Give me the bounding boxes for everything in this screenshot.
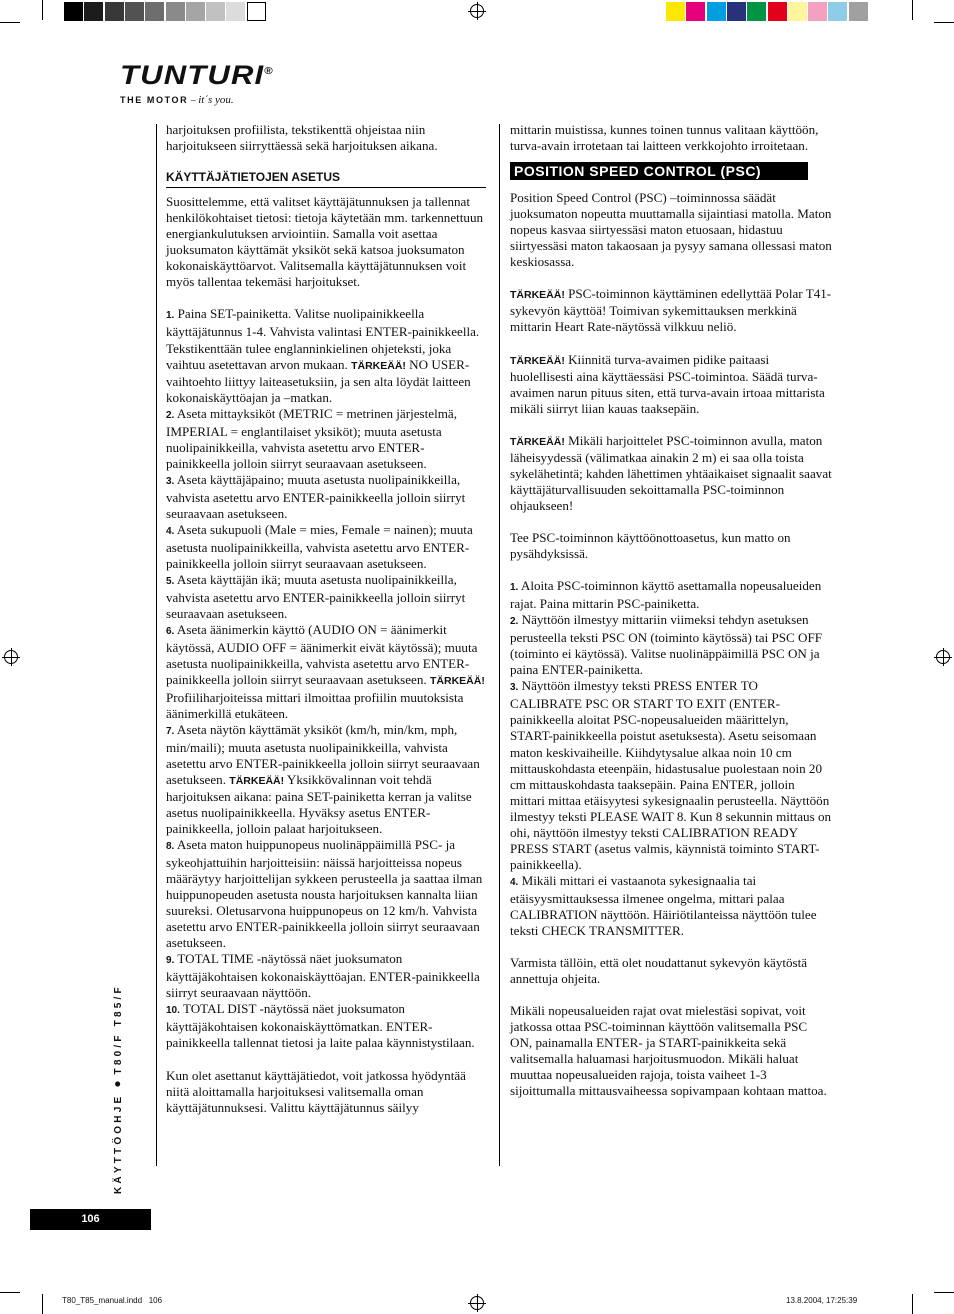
right-intro: mittarin muistissa, kunnes toinen tunnus valitaan käyttöön, turva-avain irrotetaan tai laitteen verkkojohto irroitetaan. [510, 122, 819, 154]
section-heading-psc: POSITION SPEED CONTROL (PSC) [510, 162, 808, 180]
color-swatch [145, 2, 164, 21]
left-column-rule [156, 124, 157, 1166]
step-8 [166, 837, 486, 951]
step-5 [166, 572, 486, 622]
step-text: Aloita PSC-toiminnon käyttö asettamalla nopeusalueiden rajat. Paina mittarin PSC-painiketta. [510, 578, 822, 612]
step-10 [166, 1001, 486, 1051]
psc-step-2 [510, 612, 832, 678]
important-note-2 [510, 352, 832, 417]
important-label: TÄRKEÄÄ! [510, 289, 565, 302]
important-label: TÄRKEÄÄ! [351, 359, 406, 372]
side-label-left: KÄYTTÖOHJE [113, 1093, 124, 1194]
step-text: Aseta näytön käyttämät yksiköt (km/h, min/km, mph, min/maili); muuta asetusta nuolipainikkeilla, vahvista asetettu arvo ENTER-painikkeella jolloin siirryt seuraavaan asetukseen. [166, 721, 480, 787]
important-note-1 [510, 286, 832, 335]
step-number: 4. [510, 876, 519, 888]
step-number: 1. [510, 582, 519, 594]
important-text: Yksikkövalinnan voit tehdä harjoituksen aikana: paina SET-painiketta kerran ja valitse asetus nuolipainikkeella. Hyväksy asetus ENTER-painikkeella, jolloin palaat harjoitukseen. [166, 771, 472, 836]
registration-mark-icon [4, 650, 18, 664]
footer-date: 13.8.2004, 17:25:39 [786, 1296, 858, 1305]
color-swatch [186, 2, 205, 21]
side-label-right: T80/F T85/F [113, 984, 124, 1075]
step-text: Näyttöön ilmestyy mittariin viimeksi tehdyn asetuksen perusteella teksti PSC ON (toiminto käytössä) tai PSC OFF (toiminto ei käytössä). Valitse nuolinäppäimillä PSC ON ja paina ENTER-painiketta. [510, 612, 823, 678]
color-swatch [849, 2, 868, 21]
step-number: 2. [510, 616, 519, 628]
step-text: TOTAL DIST -näytössä näet juoksumaton käyttäjäkohtaisen kokonaiskäyttömatkan. ENTER-painikkeella tallennat tietosi ja laite palaa käynnistystilaan. [166, 1001, 475, 1051]
color-swatch [707, 2, 726, 21]
step-text: Paina SET-painiketta. Valitse nuolipainikkeella käyttäjätunnus 1-4. Vahvista valintasi ENTER-painikkeella. Tekstikenttään tulee englanninkielinen ohjeteksti, joka vaihtuu asetettavan arvon mukaan. [166, 306, 480, 372]
important-text: Kiinnitä turva-avaimen pidike paitaasi huolellisesti aina käyttäessäsi PSC-toimintoa. Säädä turva-avaimen narun pituus siten, että turva-avain irtoaa mittarista mikäli siirryt liian kauas taaksepäin. [510, 351, 825, 416]
step-number: 10. [166, 1005, 180, 1017]
step-text: Aseta käyttäjäpaino; muuta asetusta nuolipainikkeilla, vahvista asetettu arvo ENTER-painikkeella jolloin siirryt seuraavaan asetukseen. [166, 471, 466, 521]
step-text: TOTAL TIME -näytössä näet juoksumaton käyttäjäkohtaisen kokonaiskäyttöajan. ENTER-painikkeella siirryt seuraavaan näyttöön. [166, 951, 480, 1001]
step-text: Aseta äänimerkin käyttö (AUDIO ON = äänimerkit käytössä, AUDIO OFF = äänimerkit eivät käytössä); muuta asetusta nuolipainikkeilla, vahvista asetettu arvo ENTER-painikkeella jolloin siirryt seuraavaan asetukseen. [166, 622, 478, 688]
important-label: TÄRKEÄÄ! [429, 675, 485, 688]
crop-mark [42, 0, 43, 20]
color-swatch [788, 2, 807, 21]
step-7 [166, 722, 486, 837]
important-label: TÄRKEÄÄ! [510, 354, 565, 367]
important-text: PSC-toiminnon käyttäminen edellyttää Polar T41-sykevyön käyttöä! Toimivan sykemittauksen merkkinä mittarin Heart Rate-näytössä vilkkuu neliö. [510, 286, 832, 335]
crop-mark [934, 1292, 954, 1293]
crop-mark [934, 22, 954, 23]
right-para4: Mikäli nopeusalueiden rajat ovat mielestäsi sopivat, voit jatkossa ottaa PSC-toiminnan käyttöön valitsemalla PSC ON, painamalla ENTER- ja START-painikkeita sekä valitsemalla haluamasi harjoitusmuodon. Mikäli haluat muuttaa nopeusalueiden rajoja, toista vaiheet 1-3 sijoittumalla mittausvaiheessa sopivampaan kohtaan mattoa. [510, 1003, 827, 1099]
color-swatch [125, 2, 144, 21]
registered-mark: ® [264, 66, 274, 77]
step-text: Mikäli mittari ei vastaanota sykesignaalia tai etäisyysmittauksessa ilmenee ongelma, mittari palaa CALIBRATION näyttöön. Häiriötilanteissa näyttöön tulee teksti CHECK TRANSMITTER. [510, 872, 817, 939]
crop-mark [42, 1294, 43, 1314]
right-para2: Tee PSC-toiminnon käyttöönottoasetus, kun matto on pysähdyksissä. [510, 529, 791, 561]
color-swatch [686, 2, 705, 21]
step-number: 8. [166, 840, 175, 852]
color-swatch [84, 2, 103, 21]
step-text: Näyttöön ilmestyy teksti PRESS ENTER TO CALIBRATE PSC OR START TO EXIT (ENTER-painikkeella aloitat PSC-nopeusalueiden määrittelyn, START-painikkeella poistut asetuksesta). Asetu seisomaan maton keskivaiheille. Kiihdytysalue alkaa noin 10 cm mittauskohdasta eteenpäin, hidastusalue puolestaan noin 20 cm mittauskohdasta taaksepäin. Paina ENTER, jolloin mittari mittaa etäisyytesi sykesignaalin perusteella. Näyttöön ilmestyy teksti PLEASE WAIT 8. Kun 8 sekunnin mittaus on ohi, näyttöön ilmestyy teksti CALIBRATION READY PRESS START (asetus valmis, käynnistä toiminto START-painikkeella). [510, 678, 832, 872]
step-number: 1. [166, 310, 175, 322]
psc-step-4 [510, 873, 832, 939]
crop-mark [0, 1292, 20, 1293]
right-para3: Varmista tällöin, että olet noudattanut sykevyön käytöstä annettuja ohjeita. [510, 955, 808, 987]
color-swatch [64, 2, 83, 21]
footer-file: T80_T85_manual.indd 106 [62, 1296, 163, 1305]
step-3 [166, 472, 486, 522]
step-1 [166, 306, 486, 405]
color-swatch [166, 2, 185, 21]
color-swatch [727, 2, 746, 21]
left-para1: Suosittelemme, että valitset käyttäjätunnuksen ja tallennat henkilökohtaiset tietosi: tietoja käytetään mm. tarkennettuun energiankulutuksen arviointiin. Samalla voit asettaa juoksumaton käyttämät yksiköt sekä katsoa juoksumaton kokonaiskäyttöarvot. Valitsemalla käyttäjätunnuksen voit myös tallentaa tekemäsi harjoitukset. [166, 194, 484, 290]
right-column [510, 122, 832, 1099]
color-swatch [747, 2, 766, 21]
step-text: Aseta maton huippunopeus nuolinäppäimillä PSC- ja sykeohjattuihin harjoitteisiin: näissä harjoitteissa nopeus määräytyy harjoittelijan sykkeen perusteella ja saattaa ilman huippunopeuden asetusta nousta harjoituksen kannalta liian suureksi. Oletusarvona huippunopeus on 12 km/h. Vahvista asetettu arvo ENTER-painikkeella jolloin siirryt seuraavaan asetukseen. [166, 836, 483, 951]
step-number: 5. [166, 576, 175, 588]
registration-mark-icon [470, 4, 484, 18]
step-number: 6. [166, 626, 175, 638]
important-note-3 [510, 433, 832, 514]
side-label-bullet: ● [110, 1080, 124, 1088]
step-number: 3. [166, 475, 175, 487]
important-text: Profiiliharjoiteissa mittari ilmoittaa profiilin muutoksista äänimerkillä etukäteen. [166, 689, 464, 721]
step-number: 3. [510, 682, 519, 694]
step-2 [166, 406, 486, 472]
brand-tagline-dash: – [188, 95, 199, 106]
crop-mark [912, 0, 913, 20]
tunturi-logo [120, 58, 274, 108]
section-heading-user-settings: KÄYTTÄJÄTIETOJEN ASETUS [166, 169, 486, 188]
brand-tagline-a: THE MOTOR [120, 95, 189, 105]
important-label: TÄRKEÄÄ! [229, 774, 285, 787]
important-label: TÄRKEÄÄ! [510, 435, 565, 448]
psc-step-1 [510, 578, 832, 612]
color-swatch [666, 2, 685, 21]
right-column-rule [499, 124, 500, 1166]
step-4 [166, 522, 486, 572]
step-number: 9. [166, 955, 175, 967]
left-outro: Kun olet asettanut käyttäjätiedot, voit jatkossa hyödyntää niitä aloittamalla harjoituksesi valitsemalla oman käyttäjätunnuksesi. Valittu käyttäjätunnus säilyy [166, 1067, 466, 1115]
color-swatch [226, 2, 245, 21]
step-9 [166, 951, 486, 1001]
crop-mark [912, 1294, 913, 1314]
step-number: 4. [166, 526, 175, 538]
color-swatch [808, 2, 827, 21]
step-text: Aseta sukupuoli (Male = mies, Female = nainen); muuta asetusta nuolipainikkeilla, vahvista asetettu arvo ENTER-painikkeella jolloin siirryt seuraavaan asetukseen. [166, 522, 473, 572]
step-text: Aseta mittayksiköt (METRIC = metrinen järjestelmä, IMPERIAL = englantilaiset yksiköt); muuta asetusta nuolipainikkeilla, vahvista asetettu arvo ENTER-painikkeella jolloin siirryt seuraavaan asetukseen. [166, 405, 458, 471]
brand-tagline-b: it´s you. [198, 94, 234, 106]
color-swatch [105, 2, 124, 21]
color-swatch [768, 2, 787, 21]
step-6 [166, 622, 486, 721]
page-number: 106 [81, 1213, 100, 1225]
right-para1: Position Speed Control (PSC) –toiminnossa säädät juoksumaton nopeutta muuttamalla sijaintiasi matolla. Maton nopeus kasvaa siirtyessäsi maton etuosaan, hidastuu siirtyessäsi maton takaosaan ja pysyy samana ollessasi maton keskiosassa. [510, 190, 832, 270]
color-swatch [247, 2, 266, 21]
registration-mark-icon [936, 650, 950, 664]
crop-mark [0, 22, 20, 23]
brand-name: TUNTURI [120, 60, 265, 90]
color-swatch [828, 2, 847, 21]
important-text: NO USER-vaihtoehto liittyy laiteasetuksiin, ja sen alta löydät laitteen kokonaiskäyttöajan ja –matkan. [166, 356, 471, 405]
psc-step-3 [510, 678, 832, 873]
registration-mark-icon [470, 1296, 484, 1310]
step-number: 7. [166, 725, 175, 737]
step-number: 2. [166, 409, 175, 421]
important-text: Mikäli harjoittelet PSC-toiminnon avulla, maton läheisyydessä (välimatkaa ainakin 2 m) ei saa olla toista sykelähetintä; kahden lähettimen yhtäaikaiset signaalit saavat käyttäjäturvallisuuden sekoittamalla PSC-toiminnon ohjaukseen! [510, 432, 832, 513]
left-intro: harjoituksen profiilista, tekstikenttä ohjeistaa niin harjoitukseen siirryttäessä sekä harjoituksen aikana. [166, 122, 438, 154]
color-swatch [206, 2, 225, 21]
side-label [110, 984, 124, 1194]
page-number-box [30, 1209, 151, 1230]
step-text: Aseta käyttäjän ikä; muuta asetusta nuolipainikkeilla, vahvista asetettu arvo ENTER-painikkeella jolloin siirryt seuraavaan asetukseen. [166, 572, 466, 622]
left-column [166, 122, 486, 1116]
